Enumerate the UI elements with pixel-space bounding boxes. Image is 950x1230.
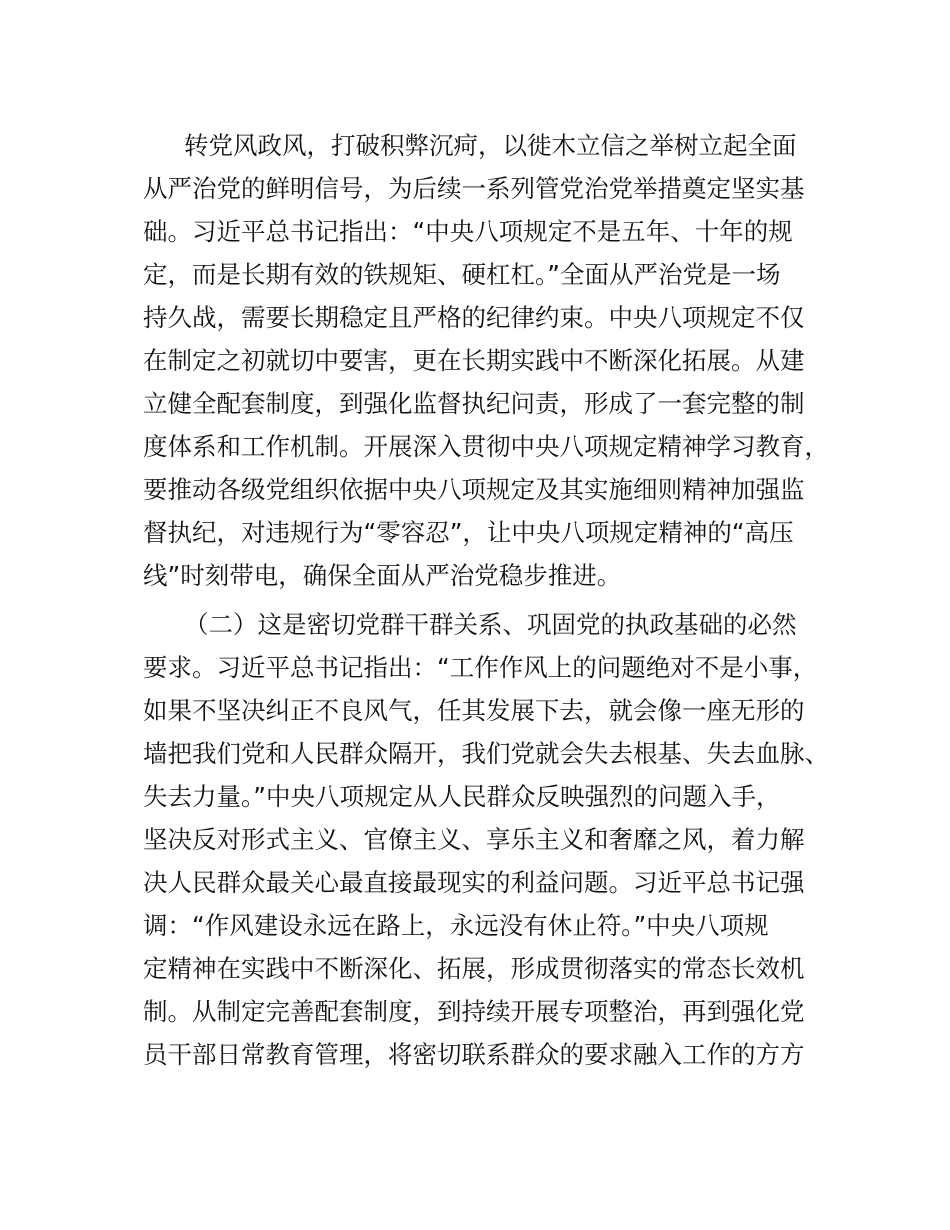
text-line: 定，而是长期有效的铁规矩、硬杠杠。”全面从严治党是一场 [143,260,781,289]
paragraph-section-two [143,603,833,1076]
text-line: 失去力量。”中央八项规定从人民群众反映强烈的问题入手， [143,782,781,811]
section-heading-line: （二）这是密切党群干群关系、巩固党的执政基础的必然 [184,610,797,639]
text-line: 础。习近平总书记指出：“中央八项规定不是五年、十年的规 [143,217,793,246]
text-line: 如果不坚决纠正不良风气，任其发展下去，就会像一座无形的 [143,696,805,725]
text-line: 立健全配套制度，到强化监督执纪问责，形成了一套完整的制 [143,389,805,418]
text-line: 要求。习近平总书记指出：“工作作风上的问题绝对不是小事， [143,653,818,682]
text-line: 转党风政风，打破积弊沉疴，以徙木立信之举树立起全面 [184,131,797,160]
text-line: 督执纪，对违规行为“零容忍”，让中央八项规定精神的“高压 [143,518,794,547]
text-line: 度体系和工作机制。开展深入贯彻中央八项规定精神学习教育， [143,432,829,461]
text-line: 员干部日常教育管理，将密切联系群众的要求融入工作的方方 [143,1040,805,1069]
text-line: 要推动各级党组织依据中央八项规定及其实施细则精神加强监 [143,475,805,504]
text-line: 坚决反对形式主义、官僚主义、享乐主义和奢靡之风，着力解 [143,825,805,854]
text-line: 定精神在实践中不断深化、拓展，形成贯彻落实的常态长效机 [143,954,805,983]
text-line: 线”时刻带电，确保全面从严治党稳步推进。 [143,561,622,590]
text-line: 决人民群众最关心最直接最现实的利益问题。习近平总书记强 [143,868,805,897]
text-line: 在制定之初就切中要害，更在长期实践中不断深化拓展。从建 [143,346,805,375]
text-line: 墙把我们党和人民群众隔开，我们党就会失去根基、失去血脉、 [143,739,829,768]
document-page [143,124,833,1076]
text-line: 制。从制定完善配套制度，到持续开展专项整治，再到强化党 [143,997,805,1026]
text-line: 调：“作风建设永远在路上，永远没有休止符。”中央八项规 [143,911,769,940]
text-line: 持久战，需要长期稳定且严格的纪律约束。中央八项规定不仅 [143,303,805,332]
paragraph-continuation [143,124,833,597]
text-line: 从严治党的鲜明信号，为后续一系列管党治党举措奠定坚实基 [143,174,805,203]
